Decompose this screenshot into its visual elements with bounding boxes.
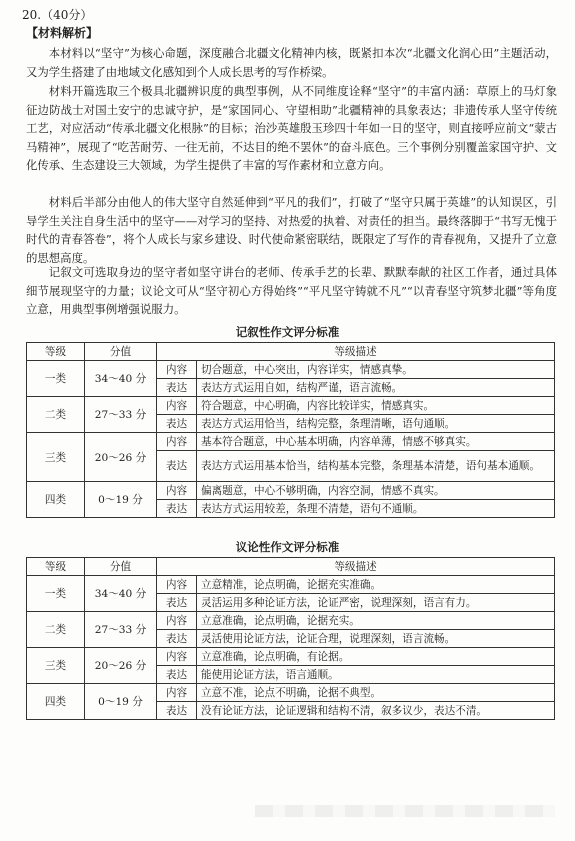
description-cell: 立意精准，论点明确，论据充实准确。 <box>197 576 555 594</box>
score-cell: 0～19 分 <box>85 684 157 720</box>
sub-label: 表达 <box>157 379 197 397</box>
sub-label: 表达 <box>157 451 197 482</box>
sub-label: 表达 <box>157 702 197 720</box>
paragraph: 本材料以“坚守”为核心命题，深度融合北疆文化精神内核，既紧扣本次“北疆文化润心田”主题活动，又为学生搭建了由地域文化感知到个人成长思考的写作桥梁。 <box>26 46 557 79</box>
level-cell: 二类 <box>27 612 85 648</box>
score-cell: 20～26 分 <box>85 648 157 684</box>
sub-label: 内容 <box>157 397 197 415</box>
column-header: 等级 <box>27 558 85 576</box>
column-header: 分值 <box>85 558 157 576</box>
column-header: 分值 <box>85 343 157 361</box>
description-cell: 立意准确，论点明确，有论据。 <box>197 648 555 666</box>
table-caption: 议论性作文评分标准 <box>235 540 340 554</box>
sub-label: 表达 <box>157 500 197 518</box>
column-header: 等级描述 <box>157 558 555 576</box>
score-cell: 27～33 分 <box>85 612 157 648</box>
watermark <box>255 805 555 817</box>
sub-label: 表达 <box>157 594 197 612</box>
argumentative-scoring-table <box>26 557 555 720</box>
sub-label: 表达 <box>157 630 197 648</box>
column-header: 等级描述 <box>157 343 555 361</box>
sub-label: 内容 <box>157 684 197 702</box>
description-cell: 符合题意，中心明确，内容比较详实，情感真实。 <box>197 397 555 415</box>
narrative-scoring-table <box>26 342 555 518</box>
description-cell: 表达方式运用恰当，结构完整，条理清晰，语句通顺。 <box>197 415 555 433</box>
sub-label: 表达 <box>157 666 197 684</box>
level-cell: 二类 <box>27 397 85 433</box>
description-cell: 立意不准，论点不明确，论据不典型。 <box>197 684 555 702</box>
score-cell: 34～40 分 <box>85 576 157 612</box>
sub-label: 内容 <box>157 648 197 666</box>
description-cell: 表达方式运用基本恰当，结构基本完整，条理基本清楚，语句基本通顺。 <box>197 451 555 482</box>
sub-label: 内容 <box>157 482 197 500</box>
level-cell: 四类 <box>27 684 85 720</box>
score-cell: 0～19 分 <box>85 482 157 518</box>
level-cell: 一类 <box>27 576 85 612</box>
level-cell: 一类 <box>27 361 85 397</box>
level-cell: 三类 <box>27 433 85 482</box>
description-cell: 表达方式运用较差，条理不清楚，语句不通顺。 <box>197 500 555 518</box>
sub-label: 内容 <box>157 361 197 379</box>
description-cell: 基本符合题意，中心基本明确，内容单薄，情感不够真实。 <box>197 433 555 451</box>
question-number: 20.（40分） <box>22 8 93 22</box>
level-cell: 三类 <box>27 648 85 684</box>
score-cell: 27～33 分 <box>85 397 157 433</box>
section-heading: 【材料解析】 <box>26 26 99 40</box>
sub-label: 表达 <box>157 415 197 433</box>
column-header: 等级 <box>27 343 85 361</box>
paragraph: 材料后半部分由他人的伟大坚守自然延伸到“平凡的我们”，打破了“坚守只属于英雄”的认知误区，引导学生关注自身生活中的坚守——对学习的坚持、对热爱的执着、对责任的担当。最终落脚于“书写无愧于时代的青春答卷”，将个人成长与家乡建设、时代使命紧密联结，既限定了写作的青春视角，又提升了立意的思想高度。 <box>26 195 557 265</box>
table-caption: 记叙性作文评分标准 <box>235 325 340 339</box>
paragraph: 材料开篇选取三个极具北疆辨识度的典型事例，从不同维度诠释“坚守”的丰富内涵：草原上的马灯象征边防战士对国土安宁的忠诚守护，是“家国同心、守望相助”北疆精神的具象表达；非遗传承人坚守传统工艺，对应活动“传承北疆文化根脉”的目标；治沙英雄殷玉珍四十年如一日的坚守，则直接呼应前文“蒙古马精神”，展现了“吃苦耐劳、一往无前，不达目的绝不罢休”的奋斗底色。三个事例分别覆盖家国守护、文化传承、生态建设三大领域，为学生提供了丰富的写作素材和立意方向。 <box>26 84 557 173</box>
description-cell: 立意准确，论点明确，论据充实。 <box>197 612 555 630</box>
sub-label: 内容 <box>157 612 197 630</box>
description-cell: 灵活运用多种论证方法，论证严密，说理深刻，语言有力。 <box>197 594 555 612</box>
description-cell: 表达方式运用自如，结构严谨，语言流畅。 <box>197 379 555 397</box>
description-cell: 灵活使用论证方法，论证合理，说理深刻，语言流畅。 <box>197 630 555 648</box>
level-cell: 四类 <box>27 482 85 518</box>
sub-label: 内容 <box>157 433 197 451</box>
sub-label: 内容 <box>157 576 197 594</box>
paragraph: 记叙文可选取身边的坚守者如坚守讲台的老师、传承手艺的长辈、默默奉献的社区工作者，通过具体细节展现坚守的力量；议论文可从“坚守初心方得始终”“平凡坚守铸就不凡”“以青春坚守筑梦北疆”等角度立意，用典型事例增强说服力。 <box>26 265 557 317</box>
description-cell: 能使用论证方法，语言通顺。 <box>197 666 555 684</box>
description-cell: 切合题意，中心突出，内容详实，情感真挚。 <box>197 361 555 379</box>
score-cell: 20～26 分 <box>85 433 157 482</box>
description-cell: 没有论证方法，论证逻辑和结构不清，叙多议少，表达不清。 <box>197 702 555 720</box>
score-cell: 34～40 分 <box>85 361 157 397</box>
description-cell: 偏离题意，中心不够明确，内容空洞，情感不真实。 <box>197 482 555 500</box>
